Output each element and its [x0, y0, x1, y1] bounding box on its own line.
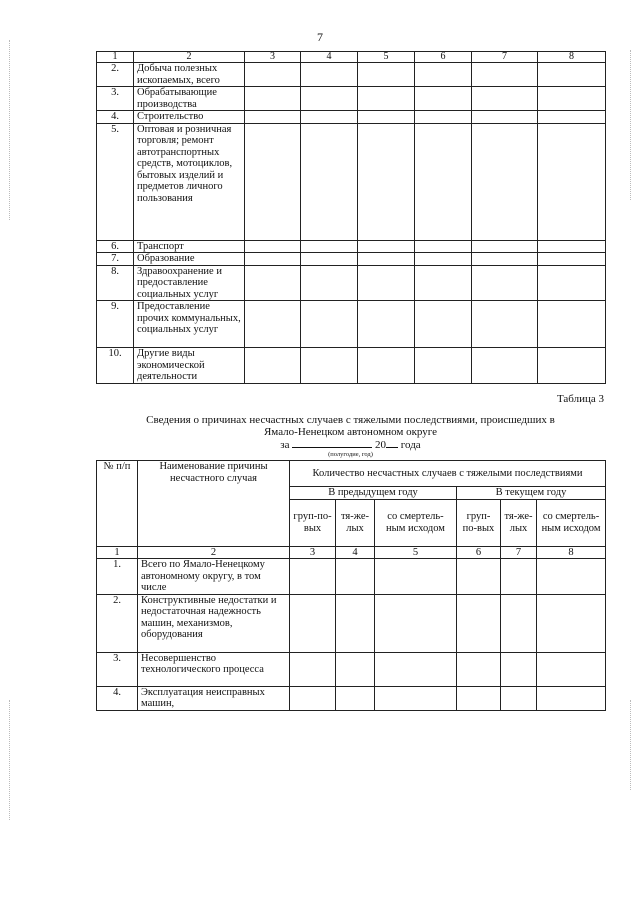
value-cell[interactable]	[472, 63, 538, 87]
value-cell[interactable]	[538, 111, 606, 124]
row-label: Конструктивные недостатки и недостаточная надежность машин, механизмов, оборудования	[138, 594, 290, 652]
value-cell[interactable]	[538, 348, 606, 384]
year-prefix: 20	[375, 439, 387, 451]
value-cell[interactable]	[301, 111, 358, 124]
row-number: 2.	[97, 63, 134, 87]
value-cell[interactable]	[472, 253, 538, 266]
value-cell[interactable]	[472, 240, 538, 253]
value-cell[interactable]	[358, 87, 415, 111]
value-cell[interactable]	[415, 240, 472, 253]
value-cell[interactable]	[501, 594, 537, 652]
row-number: 9.	[97, 301, 134, 348]
row-label: Оптовая и розничная торговля; ремонт автотранспортных средств, мотоциклов, бытовых изделий и предметов личного пользования	[134, 123, 245, 240]
period-za: за	[280, 439, 290, 451]
period-hint: (полугодие, год)	[328, 451, 373, 458]
row-label: Несовершенство технологического процесса	[138, 652, 290, 686]
index-row	[97, 546, 606, 559]
value-cell[interactable]	[358, 253, 415, 266]
value-cell[interactable]	[245, 240, 301, 253]
value-cell[interactable]	[501, 652, 537, 686]
value-cell[interactable]	[245, 63, 301, 87]
value-cell[interactable]	[245, 253, 301, 266]
value-cell[interactable]	[301, 63, 358, 87]
value-cell[interactable]	[538, 87, 606, 111]
value-cell[interactable]	[301, 348, 358, 384]
header-prev-year: В предыдущем году	[290, 487, 457, 500]
value-cell[interactable]	[336, 559, 375, 595]
value-cell[interactable]	[538, 123, 606, 240]
table-row	[97, 63, 606, 87]
row-number: 4.	[97, 686, 138, 710]
value-cell[interactable]	[415, 265, 472, 301]
row-label: Обрабатывающие производства	[134, 87, 245, 111]
row-label: Добыча полезных ископаемых, всего	[134, 63, 245, 87]
year-suffix: года	[400, 439, 421, 451]
value-cell[interactable]	[301, 87, 358, 111]
title-line: Сведения о причинах несчастных случаев с тяжелыми последствиями, происшедших в	[146, 414, 555, 426]
row-label: Транспорт	[134, 240, 245, 253]
header-row	[97, 461, 606, 487]
value-cell[interactable]	[501, 686, 537, 710]
value-cell[interactable]	[301, 301, 358, 348]
value-cell[interactable]	[538, 253, 606, 266]
table-body	[97, 559, 606, 711]
row-number: 4.	[97, 111, 134, 124]
value-cell[interactable]	[301, 265, 358, 301]
value-cell[interactable]	[472, 301, 538, 348]
value-cell[interactable]	[301, 253, 358, 266]
row-number: 5.	[97, 123, 134, 240]
value-cell[interactable]	[290, 594, 336, 652]
table-row	[97, 253, 606, 266]
table-title	[96, 414, 605, 458]
index-cell: 8	[537, 546, 606, 559]
row-label: Другие виды экономической деятельности	[134, 348, 245, 384]
row-number: 3.	[97, 652, 138, 686]
value-cell[interactable]	[415, 348, 472, 384]
value-cell[interactable]	[537, 686, 606, 710]
value-cell[interactable]	[375, 594, 457, 652]
table-row	[97, 123, 606, 240]
header-sub: тя-же-лых	[501, 499, 537, 546]
table-row	[97, 652, 606, 686]
table-row	[97, 348, 606, 384]
header-sub: груп-по-вых	[290, 499, 336, 546]
value-cell[interactable]	[290, 652, 336, 686]
value-cell[interactable]	[457, 594, 501, 652]
header-cell: 8	[538, 52, 606, 63]
header-cell: 7	[472, 52, 538, 63]
value-cell[interactable]	[415, 111, 472, 124]
value-cell[interactable]	[457, 686, 501, 710]
scan-artifact	[630, 50, 632, 200]
index-cell: 1	[97, 546, 138, 559]
value-cell[interactable]	[290, 559, 336, 595]
row-number: 7.	[97, 253, 134, 266]
header-cell: 6	[415, 52, 472, 63]
index-cell: 7	[501, 546, 537, 559]
index-cell: 2	[138, 546, 290, 559]
table-economic-activities	[96, 51, 606, 384]
value-cell[interactable]	[358, 63, 415, 87]
year-blank	[386, 438, 398, 448]
scan-artifact	[9, 40, 11, 220]
value-cell[interactable]	[336, 686, 375, 710]
header-cell: 2	[134, 52, 245, 63]
value-cell[interactable]	[457, 559, 501, 595]
row-number: 10.	[97, 348, 134, 384]
table-row	[97, 111, 606, 124]
table-row	[97, 265, 606, 301]
row-label: Образование	[134, 253, 245, 266]
table-row	[97, 87, 606, 111]
row-number: 6.	[97, 240, 134, 253]
index-cell: 4	[336, 546, 375, 559]
value-cell[interactable]	[472, 348, 538, 384]
value-cell[interactable]	[245, 87, 301, 111]
header-cell: 4	[301, 52, 358, 63]
header-sub: со смертель-ным исходом	[375, 499, 457, 546]
value-cell[interactable]	[245, 348, 301, 384]
value-cell[interactable]	[538, 240, 606, 253]
value-cell[interactable]	[415, 87, 472, 111]
value-cell[interactable]	[358, 111, 415, 124]
table-row	[97, 686, 606, 710]
value-cell[interactable]	[358, 240, 415, 253]
value-cell[interactable]	[538, 63, 606, 87]
value-cell[interactable]	[415, 123, 472, 240]
value-cell[interactable]	[415, 253, 472, 266]
row-label: Всего по Ямало-Ненецкому автономному округу, в том числе	[138, 559, 290, 595]
value-cell[interactable]	[358, 265, 415, 301]
value-cell[interactable]	[537, 559, 606, 595]
row-number: 3.	[97, 87, 134, 111]
index-cell: 6	[457, 546, 501, 559]
scan-artifact	[630, 700, 632, 790]
value-cell[interactable]	[358, 123, 415, 240]
table-row	[97, 240, 606, 253]
value-cell[interactable]	[245, 123, 301, 240]
period-blank	[292, 438, 372, 448]
index-cell: 3	[290, 546, 336, 559]
value-cell[interactable]	[290, 686, 336, 710]
row-number: 2.	[97, 594, 138, 652]
header-cell: 3	[245, 52, 301, 63]
row-label: Здравоохранение и предоставление социальных услуг	[134, 265, 245, 301]
value-cell[interactable]	[472, 123, 538, 240]
header-count: Количество несчастных случаев с тяжелыми последствиями	[290, 461, 606, 487]
value-cell[interactable]	[375, 652, 457, 686]
scan-artifact	[9, 700, 11, 820]
value-cell[interactable]	[375, 559, 457, 595]
value-cell[interactable]	[537, 594, 606, 652]
row-number: 8.	[97, 265, 134, 301]
value-cell[interactable]	[415, 301, 472, 348]
header-cell: 1	[97, 52, 134, 63]
table-header-row	[97, 52, 606, 63]
value-cell[interactable]	[375, 686, 457, 710]
header-sub: тя-же-лых	[336, 499, 375, 546]
index-cell: 5	[375, 546, 457, 559]
header-name: Наименование причины несчастного случая	[138, 461, 290, 547]
value-cell[interactable]	[301, 240, 358, 253]
row-number: 1.	[97, 559, 138, 595]
value-cell[interactable]	[538, 265, 606, 301]
value-cell[interactable]	[501, 559, 537, 595]
value-cell[interactable]	[245, 301, 301, 348]
value-cell[interactable]	[301, 123, 358, 240]
value-cell[interactable]	[538, 301, 606, 348]
value-cell[interactable]	[472, 265, 538, 301]
header-curr-year: В текущем году	[457, 487, 606, 500]
table-row	[97, 594, 606, 652]
value-cell[interactable]	[245, 265, 301, 301]
header-sub: со смертель-ным исходом	[537, 499, 606, 546]
value-cell[interactable]	[336, 594, 375, 652]
row-label: Предоставление прочих коммунальных, социальных услуг	[134, 301, 245, 348]
value-cell[interactable]	[245, 111, 301, 124]
title-line: Ямало-Ненецком автономном округе	[263, 426, 438, 438]
value-cell[interactable]	[457, 652, 501, 686]
value-cell[interactable]	[472, 111, 538, 124]
table-row	[97, 301, 606, 348]
value-cell[interactable]	[415, 63, 472, 87]
value-cell[interactable]	[537, 652, 606, 686]
header-num: № п/п	[97, 461, 138, 547]
value-cell[interactable]	[472, 87, 538, 111]
value-cell[interactable]	[358, 348, 415, 384]
value-cell[interactable]	[358, 301, 415, 348]
period-line	[96, 438, 605, 451]
header-cell: 5	[358, 52, 415, 63]
row-label: Строительство	[134, 111, 245, 124]
table-accident-causes	[96, 460, 606, 711]
table-row	[97, 559, 606, 595]
value-cell[interactable]	[336, 652, 375, 686]
table-body	[97, 63, 606, 384]
page-number: 7	[317, 30, 323, 44]
row-label: Эксплуатация неисправных машин,	[138, 686, 290, 710]
table-caption: Таблица 3	[556, 393, 604, 405]
header-sub: груп-по-вых	[457, 499, 501, 546]
